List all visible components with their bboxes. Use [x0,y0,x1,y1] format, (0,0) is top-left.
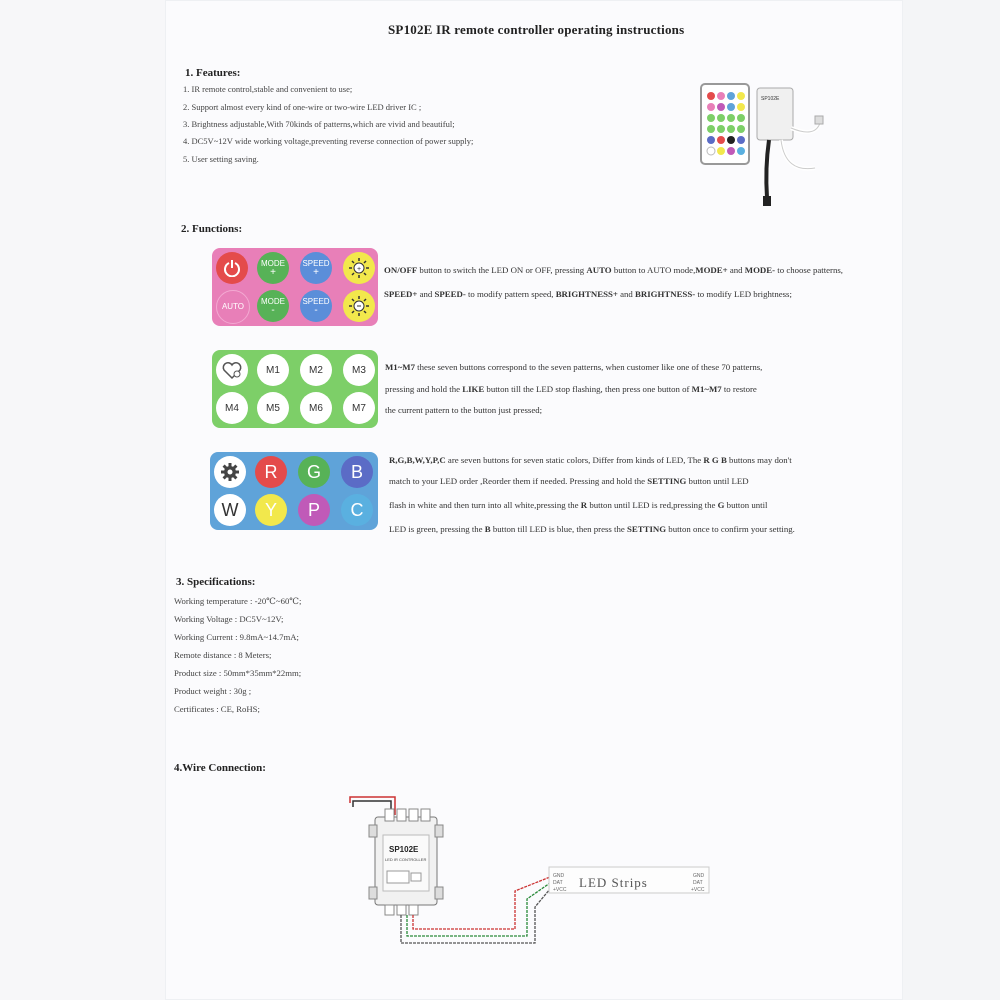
m1-button[interactable]: M1 [257,354,289,386]
strip-pin-gnd: GND [693,873,705,879]
yellow-button[interactable]: Y [255,494,287,526]
strip-pin-vcc: +VCC [553,887,567,893]
remote-panel-colors [210,452,378,530]
speed-minus-button[interactable]: SPEED - [300,290,332,322]
red-button[interactable]: R [255,456,287,488]
m4-button[interactable]: M4 [216,392,248,424]
photo-device-label: SP102E [761,96,780,102]
spec-item: Working temperature : -20℃~60℃; [174,596,302,606]
blue-button[interactable]: B [341,456,373,488]
device-label: SP102E [389,845,419,854]
sun-icon [348,257,370,279]
feature-item: 1. IR remote control,stable and convenient to use; [183,84,353,94]
auto-button[interactable]: AUTO [216,290,250,324]
spec-item: Remote distance : 8 Meters; [174,650,272,660]
m3-button[interactable]: M3 [343,354,375,386]
led-strips-label: LED Strips [579,875,648,890]
white-button[interactable]: W [214,494,246,526]
spec-item: Product size : 50mm*35mm*22mm; [174,668,302,678]
functions-text-2-line-3: the current pattern to the button just pressed; [385,405,543,415]
wire-connection-heading: 4.Wire Connection: [174,762,266,774]
functions-text-2-line-2: pressing and hold the LIKE button till the LED stop flashing, then press one button of M1~M7 to restore [385,384,757,394]
remote-panel-patterns [212,350,378,428]
strip-pin-dat: DAT [553,880,563,886]
like-button[interactable] [216,354,248,386]
functions-text-1-line-1: ON/OFF button to switch the LED ON or OFF, pressing AUTO button to AUTO mode,MODE+ and MODE- to choose patterns, [384,265,843,275]
specifications-heading: 3. Specifications: [176,576,256,588]
functions-text-3-line-2: match to your LED order ,Reorder them if needed. Pressing and hold the SETTING button until LED [389,476,749,486]
background-panel [903,0,1000,1000]
power-icon [223,259,241,277]
strip-pin-dat: DAT [693,880,703,886]
document-title: SP102E IR remote controller operating instructions [388,22,685,37]
functions-text-2-line-1: M1~M7 these seven buttons correspond to the seven patterns, when customer like one of these 70 patterns, [385,362,763,372]
m6-button[interactable]: M6 [300,392,332,424]
functions-text-3-line-1: R,G,B,W,Y,P,C are seven buttons for seven static colors, Differ from kinds of LED, The R G B buttons may don't [389,455,792,465]
strip-pin-vcc: +VCC [691,887,705,893]
setting-button[interactable] [214,456,246,488]
wiring-diagram [345,795,715,955]
spec-item: Working Voltage : DC5V~12V; [174,614,284,624]
functions-text-3-line-3: flash in white and then turn into all white,pressing the R button until LED is red,pressing the G button until [389,500,768,510]
power-button[interactable] [216,252,248,284]
feature-item: 3. Brightness adjustable,With 70kinds of patterns,which are vivid and beautiful; [183,119,455,129]
spec-item: Product weight : 30g ; [174,686,252,696]
product-photo [695,78,830,213]
m7-button[interactable]: M7 [343,392,375,424]
speed-plus-button[interactable]: SPEED + [300,252,332,284]
spec-item: Certificates : CE, RoHS; [174,704,260,714]
strip-pin-gnd: GND [553,873,565,879]
svg-text:+: + [357,266,362,273]
feature-item: 4. DC5V~12V wide working voltage,preventing reverse connection of power supply; [183,136,474,146]
feature-item: 2. Support almost every kind of one-wire or two-wire LED driver IC ; [183,102,422,112]
functions-text-1-line-2: SPEED+ and SPEED- to modify pattern speed, BRIGHTNESS+ and BRIGHTNESS- to modify LED brightness; [384,289,792,299]
functions-text-3-line-4: LED is green, pressing the B button till LED is blue, then press the SETTING button once to confirm your setting. [389,524,795,534]
functions-heading: 2. Functions: [181,223,243,235]
green-button[interactable]: G [298,456,330,488]
m2-button[interactable]: M2 [300,354,332,386]
sun-icon [348,295,370,317]
brightness-plus-button[interactable] [343,252,375,284]
device-sublabel: LED IR CONTROLLER [385,857,427,862]
remote-panel-basic [212,248,378,326]
gear-icon [220,462,240,482]
features-heading: 1. Features: [185,67,241,79]
mode-plus-button[interactable]: MODE + [257,252,289,284]
feature-item: 5. User setting saving. [183,154,259,164]
heart-gear-icon [221,360,243,380]
cyan-button[interactable]: C [341,494,373,526]
mode-minus-button[interactable]: MODE - [257,290,289,322]
spec-item: Working Current : 9.8mA~14.7mA; [174,632,299,642]
purple-button[interactable]: P [298,494,330,526]
m5-button[interactable]: M5 [257,392,289,424]
brightness-minus-button[interactable] [343,290,375,322]
